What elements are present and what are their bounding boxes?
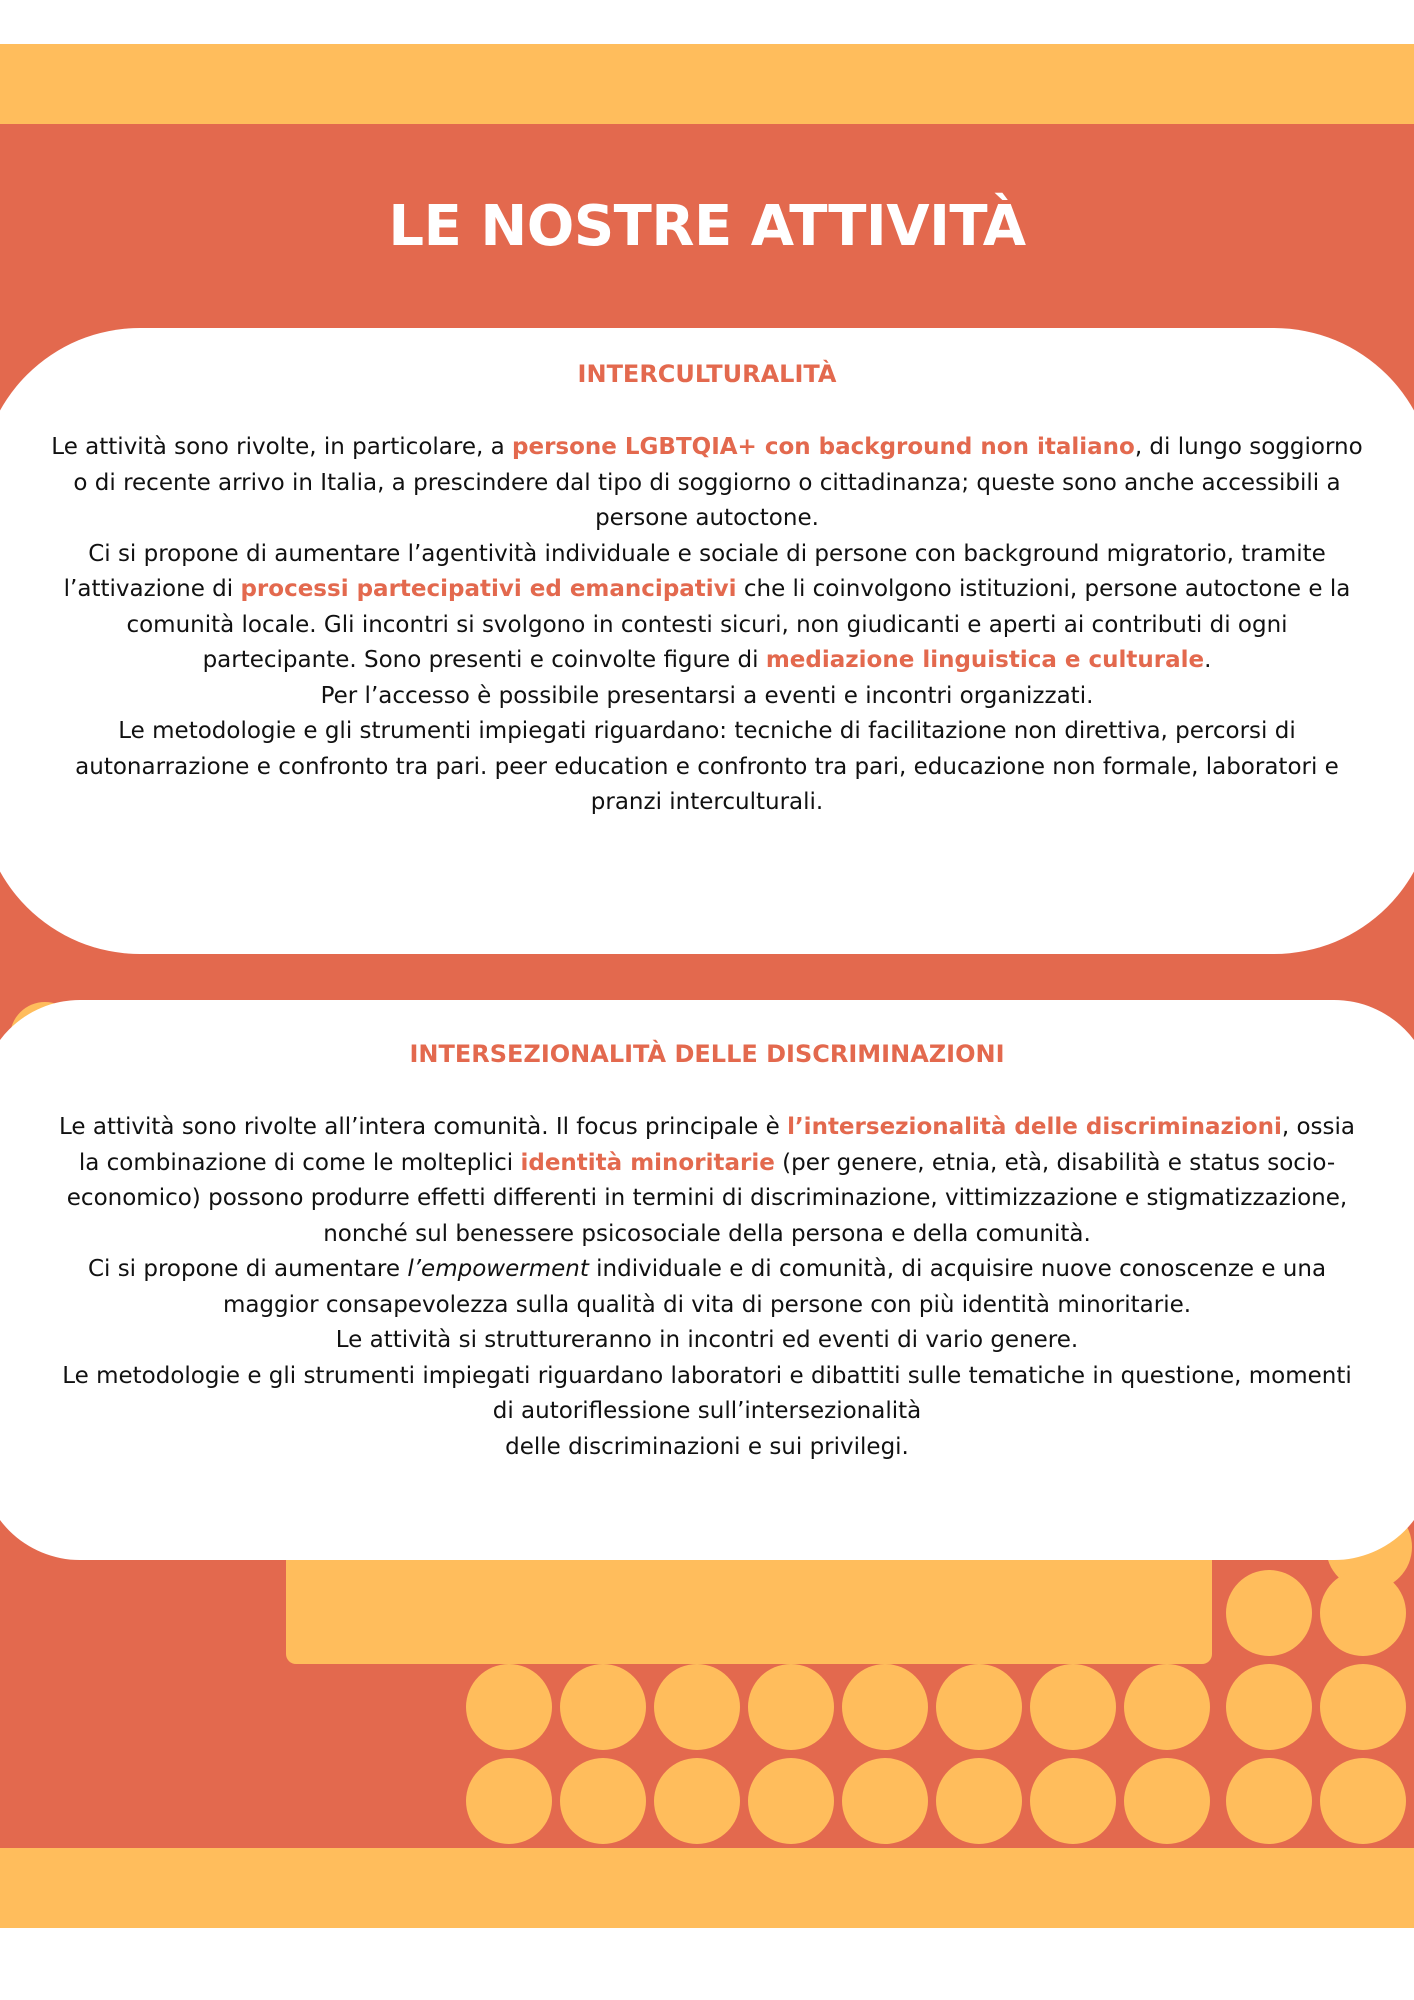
section-title: INTERCULTURALITÀ <box>577 360 837 388</box>
decorative-circle <box>936 1664 1022 1750</box>
interculturalita-card <box>0 328 1414 954</box>
paragraph: delle discriminazioni e sui privilegi. <box>505 1433 909 1460</box>
decorative-circle <box>654 1758 740 1844</box>
highlight-text: identità minoritarie <box>520 1149 775 1176</box>
text: Ci si propone di aumentare l’agentività individuale e sociale di persone con background migratorio, tramite l’attivazione di <box>63 540 1326 602</box>
paragraph: Per l’accesso è possibile presentarsi a eventi e incontri organizzati. <box>320 682 1094 709</box>
paragraph <box>57 1110 1357 1252</box>
decorative-circle <box>560 1758 646 1844</box>
paragraph <box>57 1252 1357 1323</box>
decorative-circle <box>1320 1570 1406 1656</box>
bottom-yellow-band <box>0 1848 1414 1928</box>
decorative-circle <box>1030 1758 1116 1844</box>
intersezionalita-card <box>0 1000 1414 1560</box>
paragraph: Le metodologie e gli strumenti impiegati riguardano laboratori e dibattiti sulle tematiche in questione, momenti di autoriflessione sull’intersezionalità <box>62 1362 1352 1424</box>
page-title: LE NOSTRE ATTIVITÀ <box>388 194 1026 259</box>
decorative-circle <box>560 1664 646 1750</box>
text: che li coinvolgono istituzioni, persone autoctone e la comunità locale. Gli incontri si svolgono in contesti sicuri, non giudicanti e aperti ai contributi di ogni partecipante. Sono presenti e coinvolte figure di <box>126 576 1351 673</box>
decorative-circle <box>748 1758 834 1844</box>
decorative-circle <box>842 1758 928 1844</box>
decorative-circle <box>1320 1758 1406 1844</box>
text: . <box>1204 647 1212 673</box>
emphasis-text: l’empowerment <box>407 1256 589 1282</box>
decorative-circle <box>1320 1664 1406 1750</box>
decorative-circle <box>1030 1664 1116 1750</box>
section-title: INTERSEZIONALITÀ DELLE DISCRIMINAZIONI <box>409 1040 1005 1068</box>
top-yellow-band <box>0 44 1414 124</box>
decorative-circle <box>1124 1758 1210 1844</box>
text: individuale e di comunità, di acquisire nuove conoscenze e una maggior consapevolezza sulla qualità di vita di persone con più identità minoritarie. <box>222 1256 1327 1318</box>
highlight-text: mediazione linguistica e culturale <box>765 647 1205 673</box>
decorative-circle <box>1226 1664 1312 1750</box>
text: Le attività sono rivolte all’intera comunità. Il focus principale è <box>59 1114 788 1140</box>
decorative-circle <box>936 1758 1022 1844</box>
decorative-circle <box>748 1664 834 1750</box>
decorative-circle <box>1226 1758 1312 1844</box>
section-body <box>57 1110 1357 1465</box>
text: , ossia la combinazione di come le molteplici <box>78 1114 1355 1176</box>
decorative-circle <box>1124 1664 1210 1750</box>
paragraph <box>47 537 1367 679</box>
decorative-circle <box>654 1664 740 1750</box>
decorative-circle <box>842 1664 928 1750</box>
text: (per genere, etnia, età, disabilità e status socio-economico) possono produrre effetti differenti in termini di discriminazione, vittimizzazione e stigmatizzazione, nonché sul benessere psicosociale della persona e della comunità. <box>66 1149 1348 1247</box>
highlight-text: l’intersezionalità delle discriminazioni <box>787 1114 1282 1140</box>
paragraph: Le attività si struttureranno in incontri ed eventi di vario genere. <box>335 1327 1079 1353</box>
section-body <box>47 430 1367 821</box>
decorative-circle <box>466 1758 552 1844</box>
highlight-text: persone LGBTQIA+ con background non italiano <box>512 434 1135 460</box>
paragraph <box>47 430 1367 537</box>
decorative-circle <box>466 1664 552 1750</box>
text: Le attività sono rivolte, in particolare, a <box>51 434 513 460</box>
activities-poster <box>0 124 1414 1848</box>
text: , di lungo soggiorno o di recente arrivo in Italia, a prescindere dal tipo di soggiorno o cittadinanza; queste sono anche accessibili a persone autoctone. <box>73 434 1363 531</box>
text: Ci si propone di aumentare <box>87 1256 408 1282</box>
highlight-text: processi partecipativi ed emancipativi <box>240 576 737 602</box>
paragraph: Le metodologie e gli strumenti impiegati riguardano: tecniche di facilitazione non direttiva, percorsi di autonarrazione e confronto tra pari. peer education e confronto tra pari, educazione non formale, laboratori e pranzi interculturali. <box>75 718 1339 815</box>
decorative-circle <box>1226 1570 1312 1656</box>
